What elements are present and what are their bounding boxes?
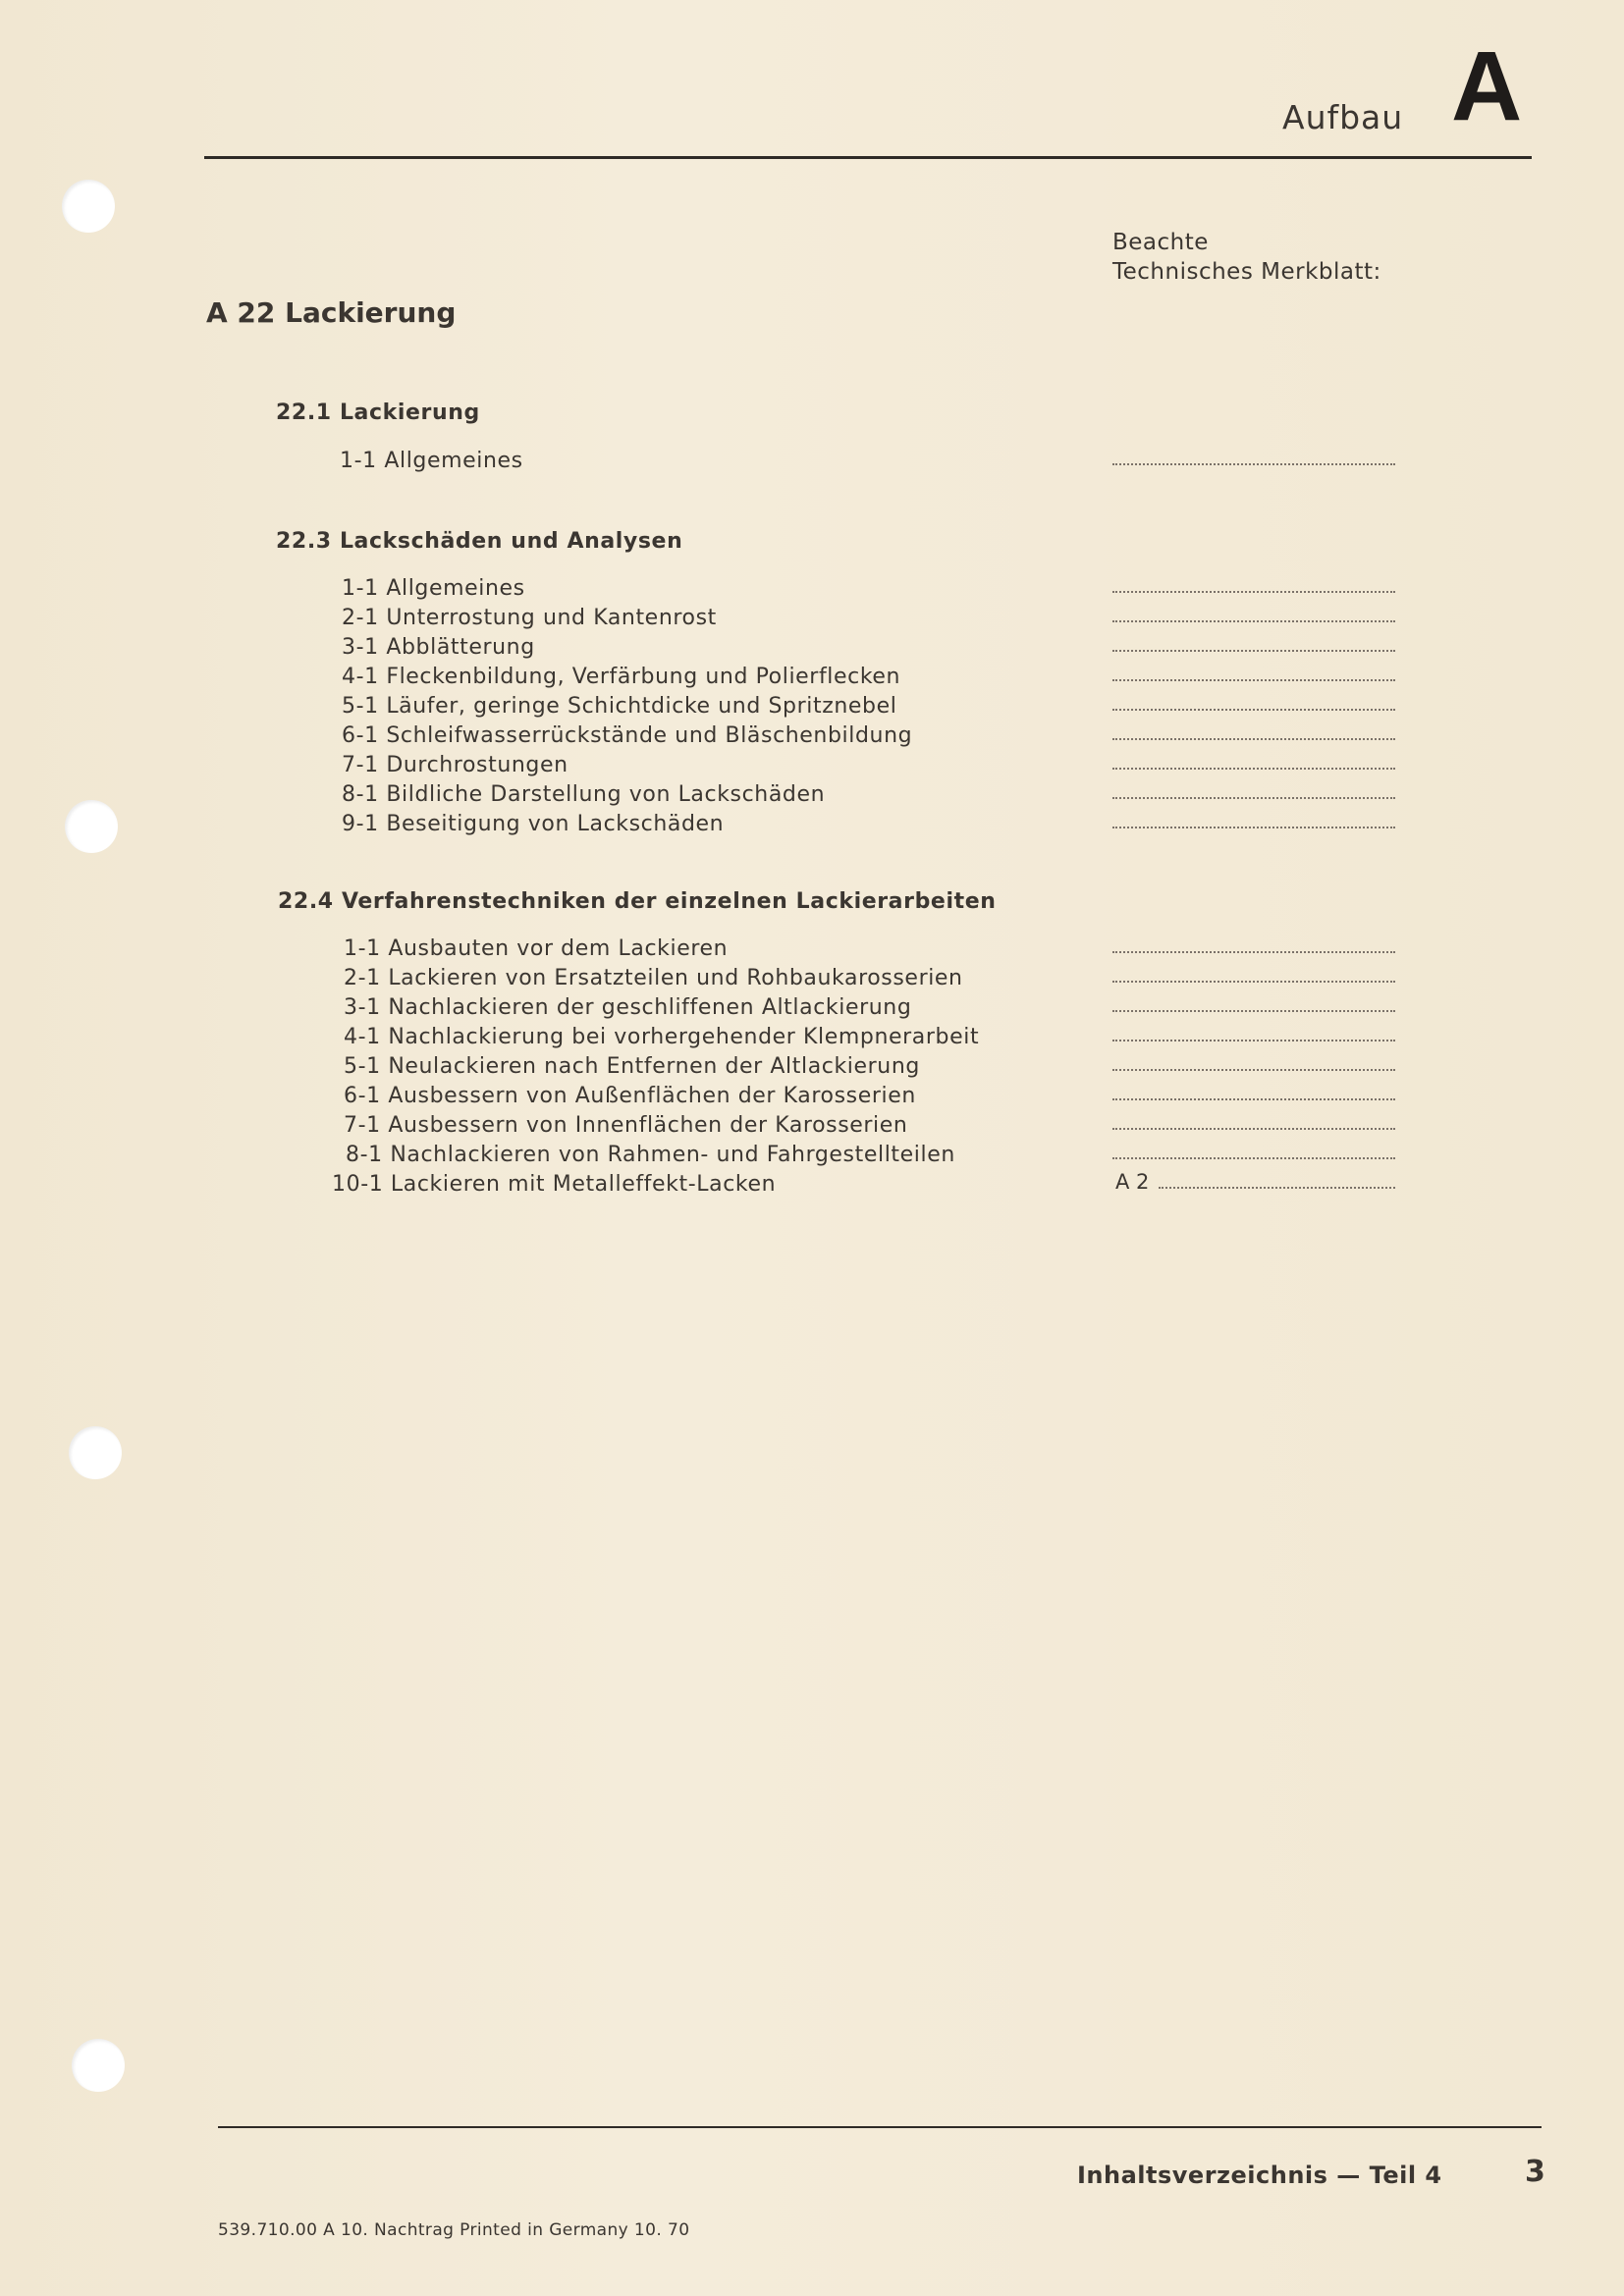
toc-entry: 8-1 Bildliche Darstellung von Lackschäden xyxy=(342,782,826,807)
toc-entry: 2-1 Lackieren von Ersatzteilen und Rohbaukarosserien xyxy=(344,966,963,990)
dot-leader xyxy=(1112,1157,1395,1159)
dot-leader xyxy=(1112,827,1395,828)
dot-leader xyxy=(1159,1187,1395,1189)
toc-entry: 7-1 Ausbessern von Innenflächen der Karosserien xyxy=(344,1113,908,1138)
punch-hole xyxy=(69,1426,122,1479)
section-letter: A xyxy=(1451,31,1523,141)
section-title: 22.1 Lackierung xyxy=(276,400,480,425)
note-line-1: Beachte xyxy=(1112,230,1209,255)
punch-hole xyxy=(62,180,115,233)
dot-leader xyxy=(1112,620,1395,622)
toc-entry: 4-1 Nachlackierung bei vorhergehender Klempnerarbeit xyxy=(344,1025,980,1049)
section-title: 22.4 Verfahrenstechniken der einzelnen Lackierarbeiten xyxy=(278,889,997,914)
dot-leader xyxy=(1112,951,1395,953)
dot-leader xyxy=(1112,591,1395,593)
toc-entry: 3-1 Abblätterung xyxy=(342,635,535,660)
dot-leader xyxy=(1112,1098,1395,1100)
toc-entry: 9-1 Beseitigung von Lackschäden xyxy=(342,812,725,836)
dot-leader xyxy=(1112,797,1395,799)
toc-entry: 3-1 Nachlackieren der geschliffenen Altlackierung xyxy=(344,995,912,1020)
imprint: 539.710.00 A 10. Nachtrag Printed in Germany 10. 70 xyxy=(218,2220,690,2240)
toc-entry: 7-1 Durchrostungen xyxy=(342,753,568,777)
toc-entry: 1-1 Allgemeines xyxy=(342,576,525,601)
dot-leader xyxy=(1112,1128,1395,1130)
chapter-title: A 22 Lackierung xyxy=(206,296,457,329)
dot-leader xyxy=(1112,679,1395,681)
footer-rule xyxy=(218,2126,1542,2128)
toc-entry: 1-1 Ausbauten vor dem Lackieren xyxy=(344,936,729,961)
toc-entry: 6-1 Ausbessern von Außenflächen der Karosserien xyxy=(344,1084,916,1108)
dot-leader xyxy=(1112,1010,1395,1012)
toc-entry: 2-1 Unterrostung und Kantenrost xyxy=(342,606,717,630)
toc-entry: 10-1 Lackieren mit Metalleffekt-Lacken xyxy=(332,1172,777,1197)
dot-leader xyxy=(1112,768,1395,770)
punch-hole xyxy=(72,2039,125,2092)
dot-leader xyxy=(1112,1040,1395,1041)
dot-leader xyxy=(1112,738,1395,740)
toc-entry: 4-1 Fleckenbildung, Verfärbung und Polierflecken xyxy=(342,665,901,689)
dot-leader xyxy=(1112,981,1395,983)
toc-entry: 1-1 Allgemeines xyxy=(340,449,523,473)
dot-leader xyxy=(1112,1069,1395,1071)
header-rule xyxy=(204,156,1532,159)
toc-entry: 5-1 Läufer, geringe Schichtdicke und Spritznebel xyxy=(342,694,897,719)
toc-entry: 6-1 Schleifwasserrückstände und Bläschenbildung xyxy=(342,723,913,748)
page-number: 3 xyxy=(1525,2155,1545,2189)
dot-leader xyxy=(1112,463,1395,465)
punch-hole xyxy=(65,800,118,853)
section-title: 22.3 Lackschäden und Analysen xyxy=(276,529,683,554)
toc-entry: 8-1 Nachlackieren von Rahmen- und Fahrgestellteilen xyxy=(346,1143,955,1167)
dot-leader xyxy=(1112,650,1395,652)
dot-leader xyxy=(1112,709,1395,711)
toc-entry: 5-1 Neulackieren nach Entfernen der Altlackierung xyxy=(344,1054,920,1079)
footer-label: Inhaltsverzeichnis — Teil 4 xyxy=(1077,2162,1442,2189)
note-line-2: Technisches Merkblatt: xyxy=(1112,259,1381,285)
page-reference: A 2 xyxy=(1115,1170,1150,1194)
header-title: Aufbau xyxy=(1282,98,1404,136)
